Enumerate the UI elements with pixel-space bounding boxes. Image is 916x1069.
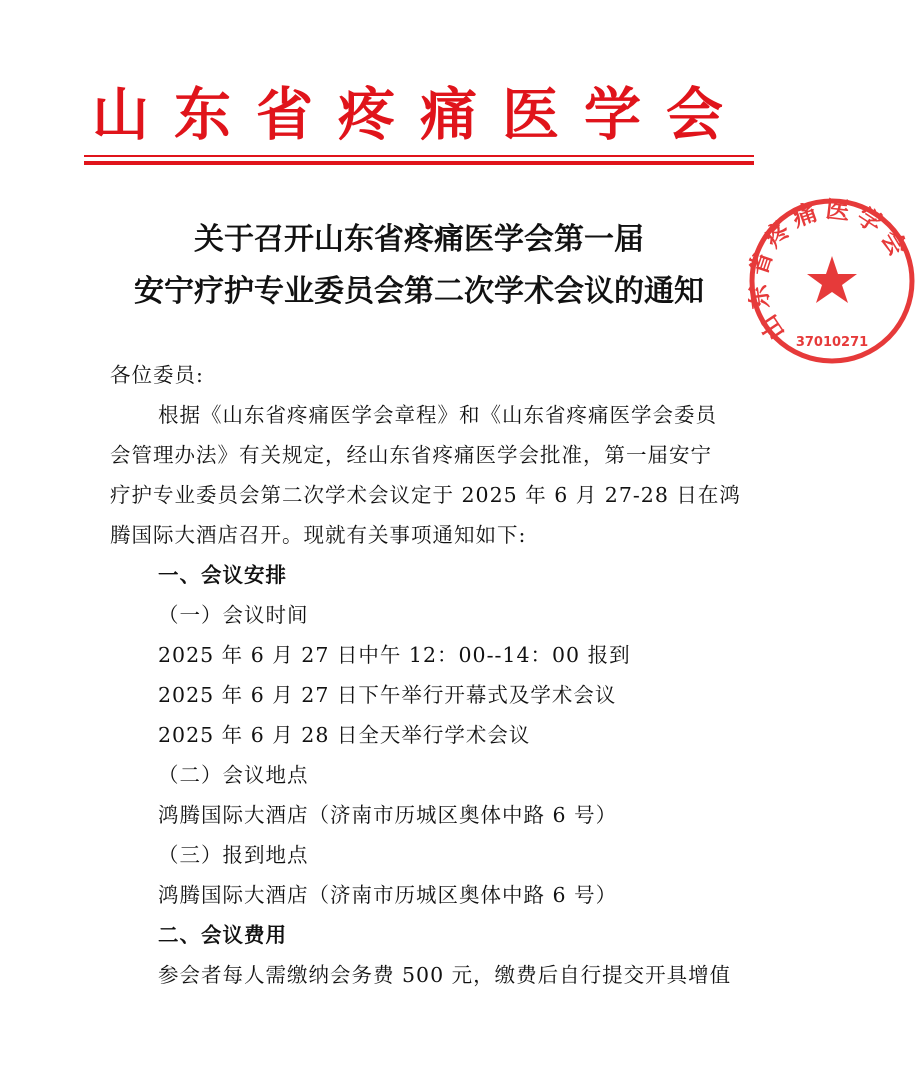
- venue-text: 鸿腾国际大酒店（济南市历城区奥体中路 6 号）: [158, 803, 618, 827]
- time-line-2: 2025 年 6 月 27 日下午举行开幕式及学术会议: [158, 683, 617, 707]
- masthead-rule-thin: [84, 155, 754, 157]
- intro-line-4: 腾国际大酒店召开。现就有关事项通知如下:: [110, 523, 527, 547]
- intro-line-2: 会管理办法》有关规定，经山东省疼痛医学会批准，第一届安宁: [110, 443, 712, 467]
- section-2-heading: 二、会议费用: [158, 923, 287, 947]
- intro-line-3: 疗护专业委员会第二次学术会议定于 2025 年 6 月 27-28 日在鸿: [110, 483, 741, 507]
- checkin-text: 鸿腾国际大酒店（济南市历城区奥体中路 6 号）: [158, 883, 618, 907]
- intro-line-1: 根据《山东省疼痛医学会章程》和《山东省疼痛医学会委员: [158, 403, 717, 427]
- checkin-heading: （三）报到地点: [158, 843, 309, 867]
- seal-text: 山 疼痛医学会: [750, 196, 916, 346]
- venue-heading: （二）会议地点: [158, 763, 309, 787]
- official-seal: [748, 196, 916, 366]
- org-masthead: 山东省疼痛医学会: [92, 82, 748, 148]
- notice-title-line-1: 关于召开山东省疼痛医学会第一届: [194, 222, 644, 257]
- notice-title-line-2: 安宁疗护专业委员会第二次学术会议的通知: [134, 274, 704, 309]
- section-1-heading: 一、会议安排: [158, 563, 287, 587]
- time-line-3: 2025 年 6 月 28 日全天举行学术会议: [158, 723, 531, 747]
- seal-number: 37010271: [795, 335, 869, 350]
- fee-line: 参会者每人需缴纳会务费 500 元，缴费后自行提交开具增值: [158, 963, 732, 987]
- time-heading: （一）会议时间: [158, 603, 309, 627]
- salutation: 各位委员:: [110, 363, 204, 387]
- time-line-1: 2025 年 6 月 27 日中午 12：00--14：00 报到: [158, 643, 631, 667]
- seal-stamp-icon: [748, 196, 916, 366]
- masthead-rule-thick: [84, 161, 754, 165]
